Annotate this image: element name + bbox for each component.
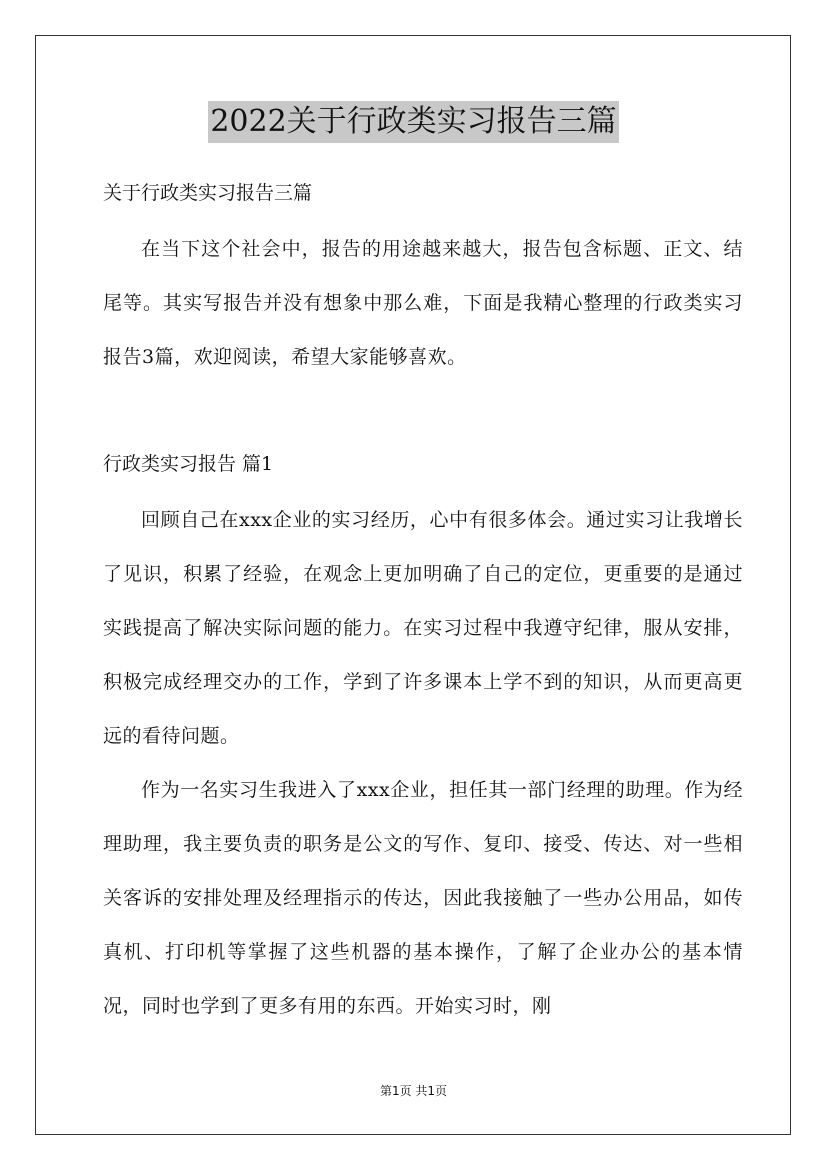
body-paragraph-2: 作为一名实习生我进入了xxx企业，担任其一部门经理的助理。作为经理助理，我主要负责的职务是公文的写作、复印、接受、传达、对一些相关客诉的安排处理及经理指示的传达，因此我接触了一些办公用品，如传真机、打印机等掌握了这些机器的基本操作，了解了企业办公的基本情况，同时也学到了更多有用的东西。开始实习时，刚 bbox=[103, 779, 743, 1017]
page-footer: 第1页 共1页 bbox=[379, 1084, 448, 1098]
intro-paragraph: 在当下这个社会中，报告的用途越来越大，报告包含标题、正文、结尾等。其实写报告并没有想象中那么难，下面是我精心整理的行政类实习报告3篇，欢迎阅读，希望大家能够喜欢。 bbox=[103, 238, 743, 368]
document-subtitle: 关于行政类实习报告三篇 bbox=[103, 182, 313, 204]
body-paragraph-1: 回顾自己在xxx企业的实习经历，心中有很多体会。通过实习让我增长了见识，积累了经验，在观念上更加明确了自己的定位，更重要的是通过实践提高了解决实际问题的能力。在实习过程中我遵守纪律，服从安排，积极完成经理交办的工作，学到了许多课本上学不到的知识，从而更高更远的看待问题。 bbox=[103, 509, 743, 747]
title-container bbox=[0, 101, 827, 143]
section-heading: 行政类实习报告 篇1 bbox=[103, 453, 274, 475]
document-title: 2022关于行政类实习报告三篇 bbox=[208, 101, 618, 143]
